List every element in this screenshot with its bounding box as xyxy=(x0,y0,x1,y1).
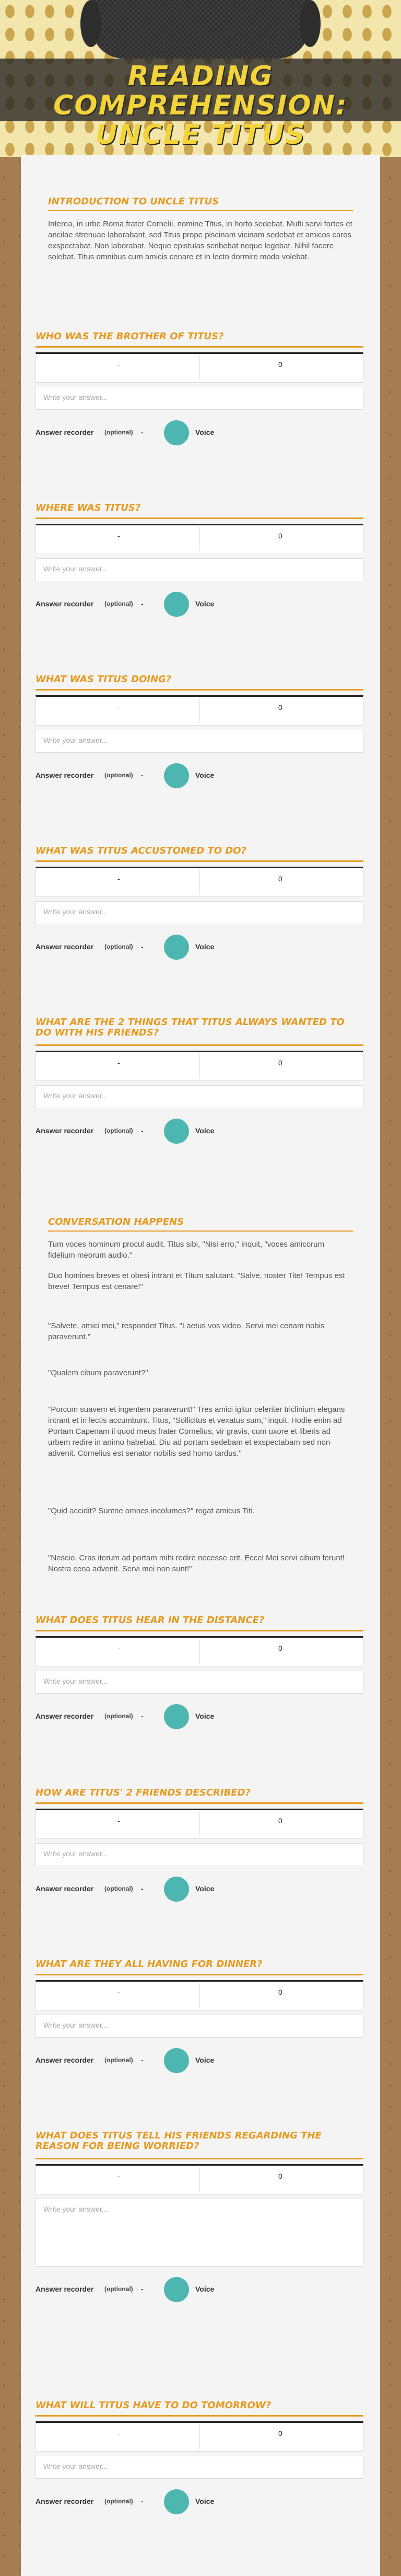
rating-field[interactable] xyxy=(36,1051,363,1081)
record-button[interactable] xyxy=(164,2489,189,2514)
recorder-label: Answer recorder xyxy=(36,428,94,436)
recorder-dash: - xyxy=(141,771,144,779)
minus-option[interactable]: - xyxy=(117,360,120,369)
rating-field[interactable] xyxy=(36,867,363,897)
answer-placeholder: Write your answer... xyxy=(43,1677,108,1685)
recorder-optional: (optional) xyxy=(104,943,133,950)
intro-rule xyxy=(48,210,353,211)
rating-field[interactable] xyxy=(36,524,363,554)
recorder-dash: - xyxy=(141,1712,144,1720)
recorder-label: Answer recorder xyxy=(36,2285,94,2293)
answer-input[interactable] xyxy=(36,1843,363,1866)
recorder-optional: (optional) xyxy=(104,2498,133,2505)
voice-label: Voice xyxy=(195,771,215,779)
recorder-label: Answer recorder xyxy=(36,2497,94,2505)
record-button[interactable] xyxy=(164,935,189,960)
question-title: WHAT ARE THE 2 THINGS THAT TITUS ALWAYS WANTED TO DO WITH HIS FRIENDS? xyxy=(36,1017,345,1038)
conversation-paragraph: "Quid accidit? Suntne omnes incolumes?" rogat amicus Titi. xyxy=(48,1506,255,1515)
recorder-dash: - xyxy=(141,942,144,951)
recorder-optional: (optional) xyxy=(104,2285,133,2293)
voice-label: Voice xyxy=(195,428,215,436)
question-title: WHO WAS THE BROTHER OF TITUS? xyxy=(36,331,224,342)
answer-recorder xyxy=(36,1877,244,1902)
answer-input[interactable] xyxy=(36,730,363,753)
question-title: WHAT ARE THEY ALL HAVING FOR DINNER? xyxy=(36,1959,263,1970)
recorder-optional: (optional) xyxy=(104,772,133,779)
question-rule xyxy=(36,1974,363,1975)
record-button[interactable] xyxy=(164,1877,189,1902)
answer-placeholder: Write your answer... xyxy=(43,565,108,573)
conversation-heading: CONVERSATION HAPPENS xyxy=(48,1216,184,1227)
rating-field[interactable] xyxy=(36,1636,363,1666)
recorder-optional: (optional) xyxy=(104,1127,133,1134)
rating-divider xyxy=(199,1639,200,1664)
recorder-optional: (optional) xyxy=(104,600,133,607)
recorder-optional: (optional) xyxy=(104,429,133,436)
record-button[interactable] xyxy=(164,2048,189,2073)
voice-label: Voice xyxy=(195,1712,215,1720)
question-rule xyxy=(36,1802,363,1804)
conversation-paragraph: "Porcum suavem et ingentem paraverunt!" Tres amici igitur celeriter triclinium elegans intrant et in lectis accumbunt. Titus, "Sollicitus et vexatus sum," inquit. Hodie enim ad Portam Capenam il quod meus frater Cornelius, vir gravis, cum uxore et liberis ad urbem redire in animo habebat. Diu ad portam sedebam et exspectabam sed non advenit. Cornelius est senator nobilis sed homo tardus." xyxy=(48,1405,345,1458)
conversation-paragraph: "Salvete, amici mei," respondet Titus. "Laetus vos video. Servi mei cenam nobis paraverunt." xyxy=(48,1321,325,1341)
question-rule xyxy=(36,346,363,348)
zero-option[interactable]: 0 xyxy=(278,2172,282,2180)
answer-recorder xyxy=(36,1119,244,1144)
minus-option[interactable]: - xyxy=(117,1816,120,1825)
recorder-label: Answer recorder xyxy=(36,1126,94,1135)
rating-field[interactable] xyxy=(36,2421,363,2452)
answer-placeholder: Write your answer... xyxy=(43,1849,108,1858)
recorder-dash: - xyxy=(141,2285,144,2293)
answer-recorder xyxy=(36,2048,244,2073)
zero-option[interactable]: 0 xyxy=(278,1644,282,1652)
recorder-optional: (optional) xyxy=(104,1885,133,1892)
question-rule xyxy=(36,2158,363,2159)
question-rule xyxy=(36,1630,363,1631)
conversation-paragraph: Tum voces hominum procul audit. Titus sibi, "Nisi erro," inquit, "voces amicorum fidelium meorum audio." xyxy=(48,1240,324,1260)
answer-input[interactable] xyxy=(36,2015,363,2038)
question-title: WHAT DOES TITUS HEAR IN THE DISTANCE? xyxy=(36,1615,265,1626)
voice-label: Voice xyxy=(195,2497,215,2505)
record-button[interactable] xyxy=(164,420,189,445)
answer-input[interactable] xyxy=(36,2456,363,2479)
page-title: READING COMPREHENSION: UNCLE TITUS xyxy=(53,61,348,151)
answer-placeholder: Write your answer... xyxy=(43,393,108,401)
recorder-dash: - xyxy=(141,2497,144,2505)
question-rule xyxy=(36,2415,363,2417)
rating-divider xyxy=(199,698,200,723)
answer-placeholder: Write your answer... xyxy=(43,2021,108,2029)
recorder-label: Answer recorder xyxy=(36,771,94,779)
answer-placeholder: Write your answer... xyxy=(43,1091,108,1100)
recorder-optional: (optional) xyxy=(104,1712,133,1720)
rating-divider xyxy=(199,526,200,551)
conversation-paragraph: "Qualem cibum paraverunt?" xyxy=(48,1368,148,1377)
zero-option[interactable]: 0 xyxy=(278,875,282,883)
recorder-label: Answer recorder xyxy=(36,942,94,951)
zero-option[interactable]: 0 xyxy=(278,360,282,369)
answer-recorder xyxy=(36,935,244,960)
zero-option[interactable]: 0 xyxy=(278,703,282,711)
voice-label: Voice xyxy=(195,942,215,951)
question-title: WHAT DOES TITUS TELL HIS FRIENDS REGARDING THE REASON FOR BEING WORRIED? xyxy=(36,2130,322,2152)
zero-option[interactable]: 0 xyxy=(278,1816,282,1825)
rating-field[interactable] xyxy=(36,1809,363,1839)
question-title: HOW ARE TITUS' 2 FRIENDS DESCRIBED? xyxy=(36,1787,251,1798)
answer-placeholder: Write your answer... xyxy=(43,736,108,744)
intro-heading: INTRODUCTION TO UNCLE TITUS xyxy=(48,196,219,207)
question-rule xyxy=(36,518,363,519)
header-ornament xyxy=(92,0,309,59)
rating-divider xyxy=(199,2424,200,2449)
question-title: WHAT WAS TITUS ACCUSTOMED TO DO? xyxy=(36,845,247,856)
voice-label: Voice xyxy=(195,1126,215,1135)
recorder-optional: (optional) xyxy=(104,2056,133,2064)
recorder-label: Answer recorder xyxy=(36,1884,94,1893)
conversation-paragraph: "Nescio. Cras iterum ad portam mihi redire necesse erit. Eccel Mei servi cibum ferunt! Nostra cena advenit. Servi mei non sunt!" xyxy=(48,1554,345,1573)
question-rule xyxy=(36,689,363,691)
recorder-dash: - xyxy=(141,1126,144,1135)
question-title: WHAT WAS TITUS DOING? xyxy=(36,674,172,685)
answer-placeholder: Write your answer... xyxy=(43,907,108,916)
answer-recorder xyxy=(36,420,244,445)
minus-option[interactable]: - xyxy=(117,2172,120,2180)
recorder-label: Answer recorder xyxy=(36,600,94,608)
zero-option[interactable]: 0 xyxy=(278,1988,282,1996)
rating-divider xyxy=(199,1811,200,1836)
answer-recorder xyxy=(36,763,244,788)
minus-option[interactable]: - xyxy=(117,703,120,711)
answer-input[interactable] xyxy=(36,387,363,410)
answer-placeholder: Write your answer... xyxy=(43,2205,108,2213)
voice-label: Voice xyxy=(195,2285,215,2293)
zero-option[interactable]: 0 xyxy=(278,2429,282,2437)
conversation-paragraph: Duo homines breves et obesi intrant et Titum salutant. "Salve, noster Tite! Tempus est breve! Tempus est cenare!" xyxy=(48,1271,345,1291)
question-rule xyxy=(36,1044,363,1046)
question-title: WHAT WILL TITUS HAVE TO DO TOMORROW? xyxy=(36,2400,272,2411)
minus-option[interactable]: - xyxy=(117,1059,120,1067)
rating-field[interactable] xyxy=(36,352,363,383)
answer-input[interactable] xyxy=(36,901,363,924)
answer-recorder xyxy=(36,2489,244,2514)
recorder-dash: - xyxy=(141,428,144,436)
minus-option[interactable]: - xyxy=(117,2429,120,2437)
record-button[interactable] xyxy=(164,2277,189,2302)
answer-input[interactable] xyxy=(36,558,363,581)
answer-input[interactable] xyxy=(36,1085,363,1108)
minus-option[interactable]: - xyxy=(117,532,120,540)
question-rule xyxy=(36,860,363,862)
recorder-label: Answer recorder xyxy=(36,2056,94,2064)
rating-field[interactable] xyxy=(36,2164,363,2194)
record-button[interactable] xyxy=(164,763,189,788)
rating-divider xyxy=(199,2167,200,2192)
rating-divider xyxy=(199,355,200,380)
record-button[interactable] xyxy=(164,1119,189,1144)
rating-field[interactable] xyxy=(36,1980,363,2010)
voice-label: Voice xyxy=(195,600,215,608)
rating-divider xyxy=(199,869,200,894)
answer-recorder xyxy=(36,2277,244,2302)
answer-input[interactable] xyxy=(36,1671,363,1694)
intro-paragraph: Interea, in urbe Roma frater Cornelii, nomine Titus, in horto sedebat. Multi servi fortes et ancilae strenuae laborabant, sed Titus prope piscinam vicinam sedebat et amicos caros exspectabat. Non laborabat. Neque epistulas scribebat neque legebat. Nihil facere solebat. Titus omnibus cum amicis cenare et in lecto dormire modo volebat. xyxy=(48,220,352,261)
answer-placeholder: Write your answer... xyxy=(43,2462,108,2470)
record-button[interactable] xyxy=(164,592,189,617)
record-button[interactable] xyxy=(164,1704,189,1729)
recorder-label: Answer recorder xyxy=(36,1712,94,1720)
answer-recorder xyxy=(36,592,244,617)
zero-option[interactable]: 0 xyxy=(278,1059,282,1067)
minus-option[interactable]: - xyxy=(117,875,120,883)
minus-option[interactable]: - xyxy=(117,1988,120,1996)
voice-label: Voice xyxy=(195,2056,215,2064)
answer-input[interactable] xyxy=(36,2199,363,2267)
rating-divider xyxy=(199,1053,200,1078)
recorder-dash: - xyxy=(141,1884,144,1893)
question-title: WHERE WAS TITUS? xyxy=(36,502,141,513)
zero-option[interactable]: 0 xyxy=(278,532,282,540)
voice-label: Voice xyxy=(195,1884,215,1893)
rating-divider xyxy=(199,1983,200,2008)
minus-option[interactable]: - xyxy=(117,1644,120,1652)
recorder-dash: - xyxy=(141,2056,144,2064)
recorder-dash: - xyxy=(141,600,144,608)
answer-recorder xyxy=(36,1704,244,1729)
conversation-rule xyxy=(48,1230,353,1232)
rating-field[interactable] xyxy=(36,695,363,726)
